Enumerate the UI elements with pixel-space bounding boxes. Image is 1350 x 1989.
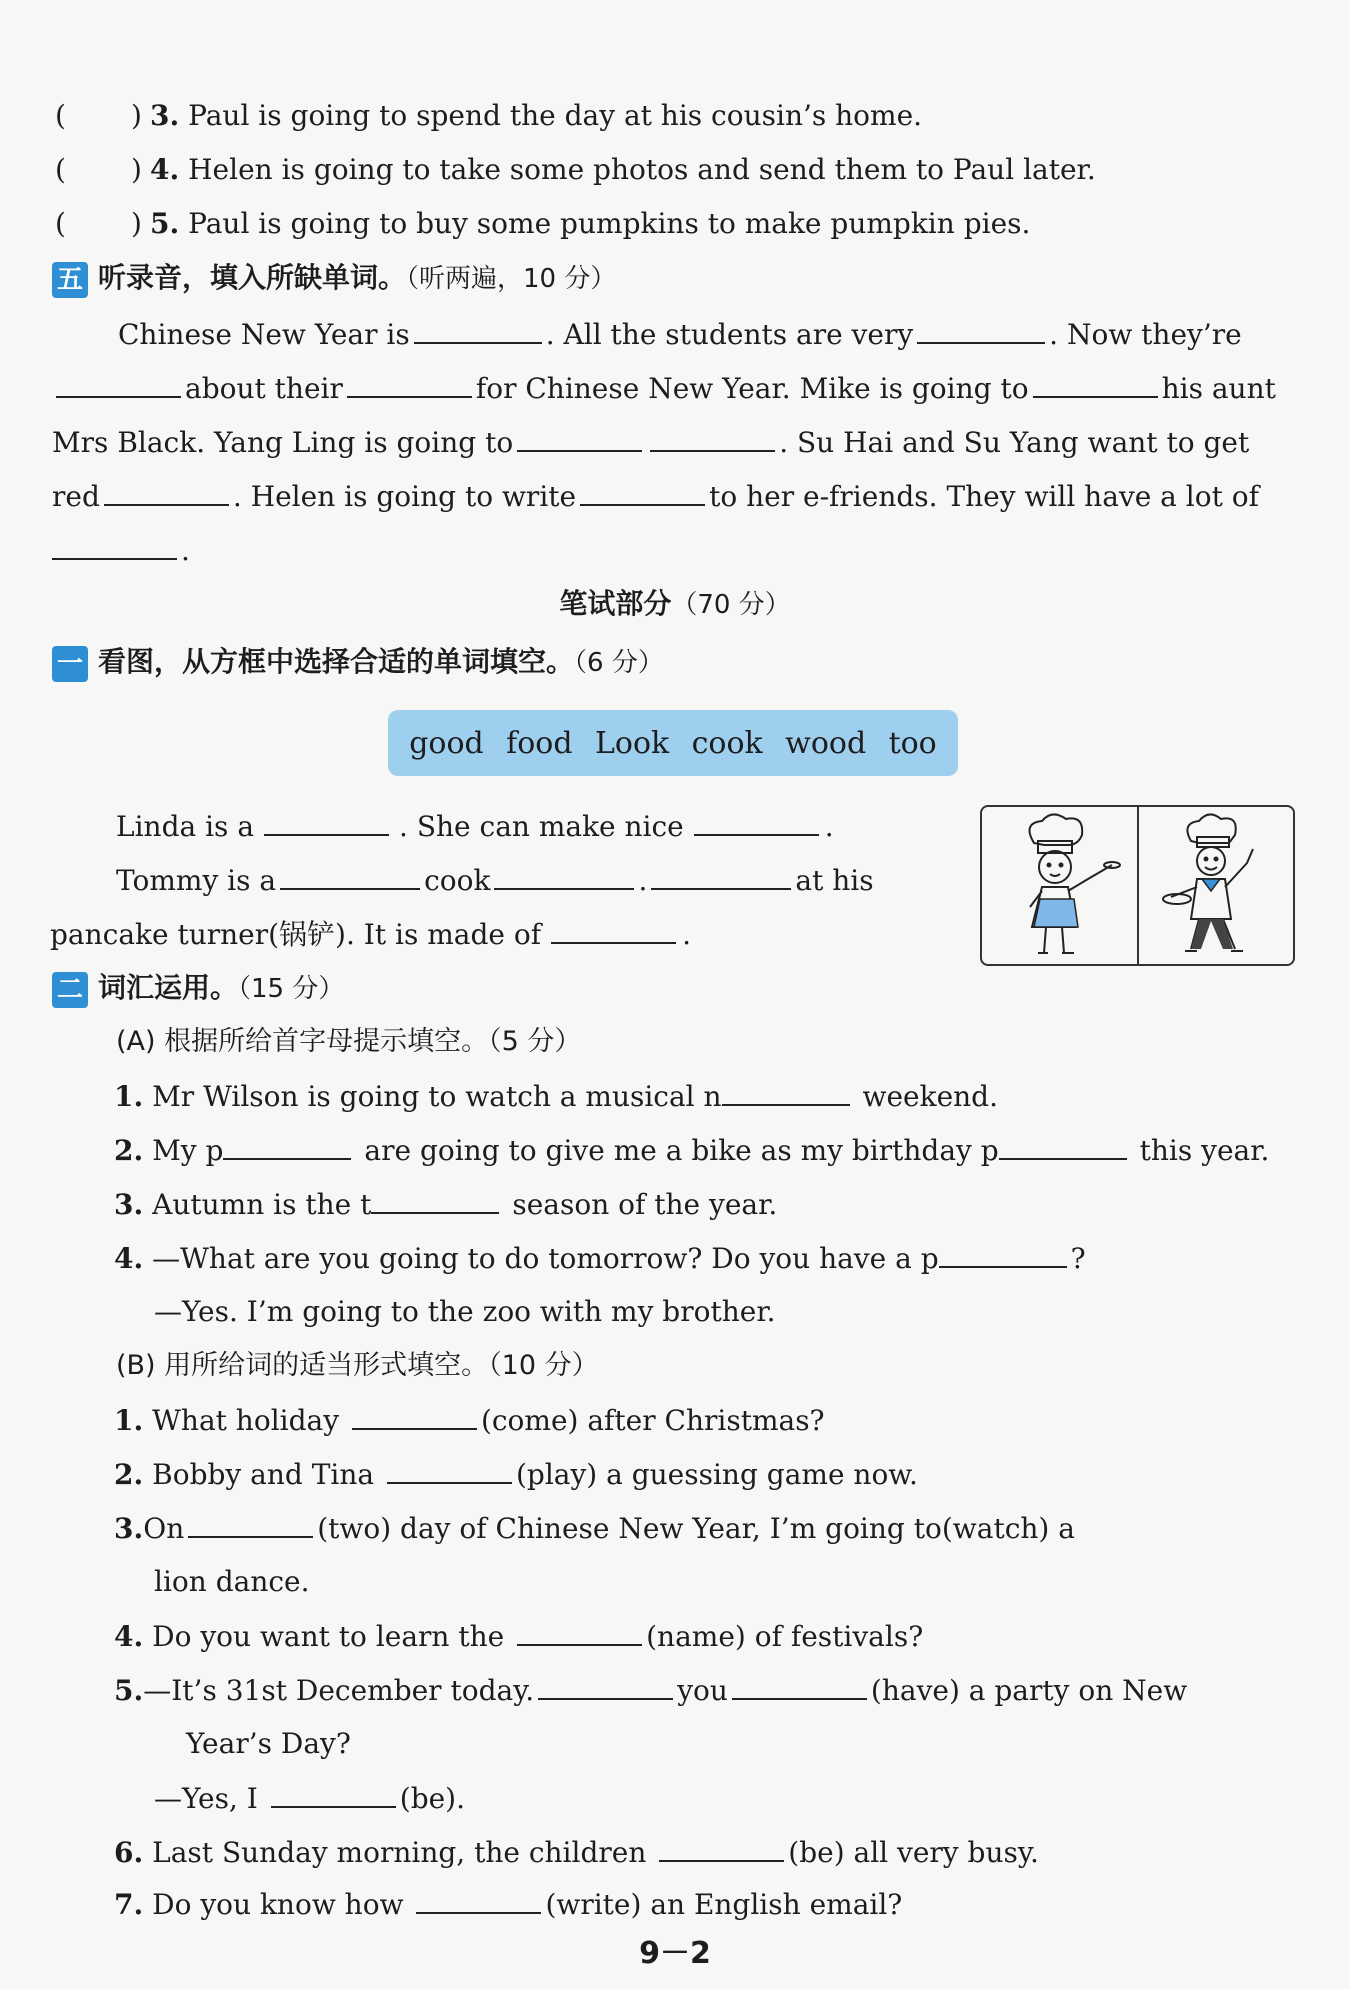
pic-sentence-1: Linda is a . She can make nice .: [116, 806, 1350, 847]
part-b-item-2: 2. Bobby and Tina (play) a guessing game now.: [114, 1454, 1350, 1495]
picture-box: [980, 805, 1295, 966]
part-b-item-5: 5.—It’s 31st December today. you (have) a party on New: [114, 1670, 1294, 1711]
page-number: 9－2: [639, 1936, 711, 1971]
part-b-item-4: 4. Do you want to learn the (name) of festivals?: [114, 1616, 1350, 1657]
part-b-item-5-cont: Year’s Day?: [186, 1727, 351, 1760]
part-a-item-3: 3. Autumn is the t season of the year.: [114, 1184, 1350, 1225]
passage-line-1: Chinese New Year is . All the students are very . Now they’re: [118, 314, 1294, 355]
pic-sentence-2: Tommy is a cook . at his: [116, 860, 959, 901]
part-a-item-4-answer: —Yes. I’m going to the zoo with my brother.: [154, 1295, 776, 1328]
part-a-item-1: 1. Mr Wilson is going to watch a musical n weekend.: [114, 1076, 1350, 1117]
part-a-heading: (A) 根据所给首字母提示填空。（5 分）: [116, 1026, 582, 1057]
word-option: food: [506, 725, 573, 761]
part-b-item-3-cont: lion dance.: [154, 1565, 310, 1598]
part-b-item-7: 7. Do you know how (write) an English email?: [114, 1884, 1350, 1925]
part-b-item-3: 3.On (two) day of Chinese New Year, I’m going to(watch) a: [114, 1508, 1294, 1549]
part-b-heading: (B) 用所给词的适当形式填空。（10 分）: [116, 1350, 599, 1381]
passage-line-2: about their for Chinese New Year. Mike is going to his aunt: [52, 368, 1294, 409]
part-b-item-1: 1. What holiday (come) after Christmas?: [114, 1400, 1350, 1441]
section-2-heading: 二 词汇运用。（15 分）: [52, 968, 1350, 1009]
section-1-heading: 一 看图，从方框中选择合适的单词填空。（6 分）: [52, 642, 1350, 683]
section-tag: 五: [52, 262, 88, 298]
written-part-title: 笔试部分（70 分）: [559, 587, 791, 620]
word-option: cook: [691, 725, 763, 761]
boy-cook-illustration: [1137, 807, 1294, 964]
word-option: Look: [594, 725, 670, 761]
part-b-item-6: 6. Last Sunday morning, the children (be) all very busy.: [114, 1832, 1350, 1873]
passage-line-3: Mrs Black. Yang Ling is going to . Su Hai and Su Yang want to get: [52, 422, 1294, 463]
tf-item-5: ( ) 5. Paul is going to buy some pumpkins to make pumpkin pies.: [55, 207, 1031, 240]
part-b-item-5-answer: —Yes, I (be).: [154, 1778, 1350, 1819]
tf-item-4: ( ) 4. Helen is going to take some photos and send them to Paul later.: [55, 153, 1096, 186]
passage-line-4: red . Helen is going to write to her e-friends. They will have a lot of: [52, 476, 1294, 517]
word-option: too: [888, 725, 937, 761]
girl-cook-illustration: [982, 807, 1137, 964]
section-5-heading: 五 听录音，填入所缺单词。（听两遍，10 分）: [52, 258, 1350, 299]
word-option: wood: [785, 725, 867, 761]
part-a-item-2: 2. My p are going to give me a bike as my birthday p this year.: [114, 1130, 1350, 1171]
word-box: [388, 710, 958, 776]
word-option: good: [409, 725, 484, 761]
section-tag: 一: [52, 646, 88, 682]
section-tag: 二: [52, 972, 88, 1008]
pic-sentence-3: pancake turner(锅铲). It is made of .: [50, 914, 1350, 955]
tf-item-3: ( ) 3. Paul is going to spend the day at his cousin’s home.: [55, 99, 923, 132]
passage-line-5: .: [52, 530, 1350, 571]
part-a-item-4: 4. —What are you going to do tomorrow? Do you have a p ?: [114, 1238, 1350, 1279]
